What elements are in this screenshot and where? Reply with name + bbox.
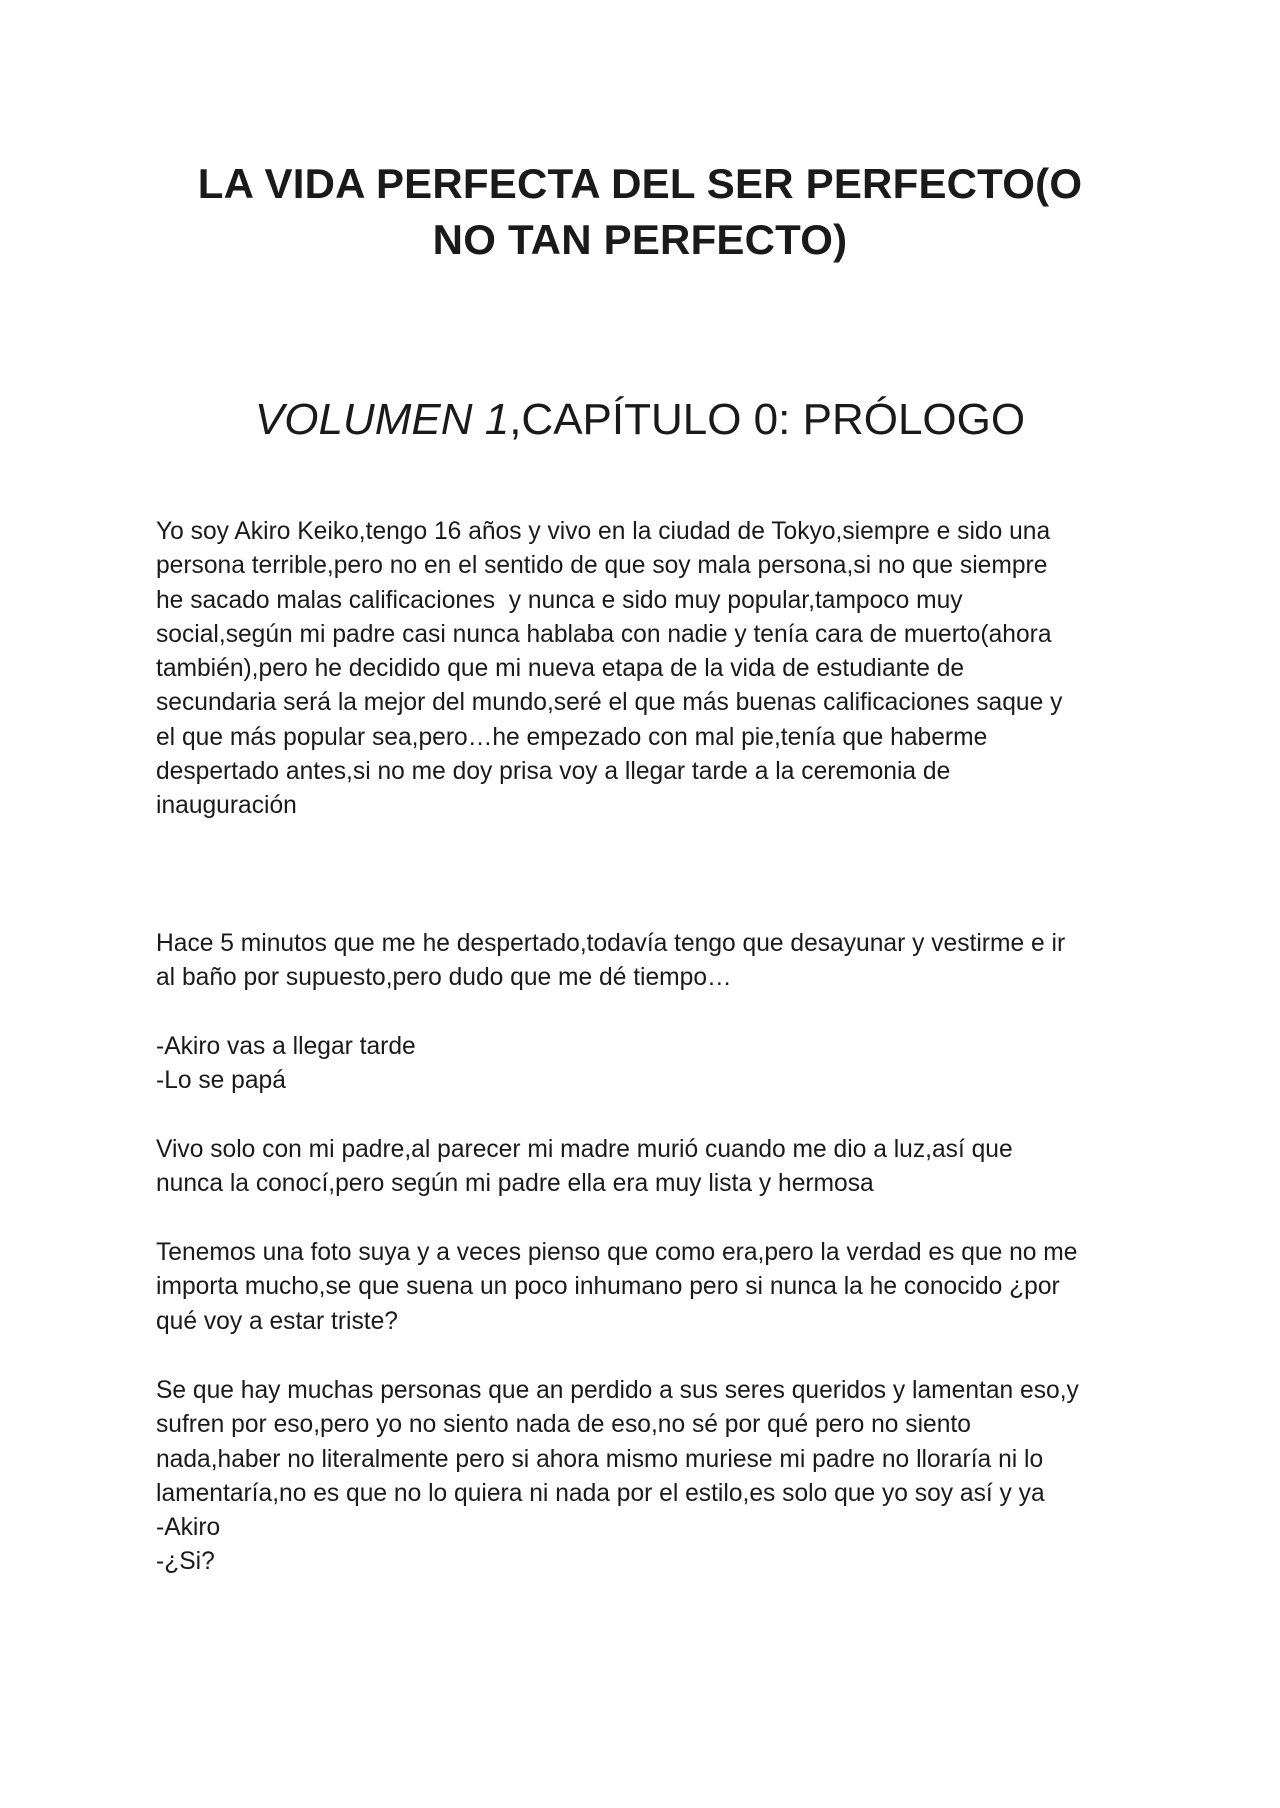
text-line: nada,haber no literalmente pero si ahora mismo muriese mi padre no lloraría ni lo xyxy=(156,1445,1044,1473)
text-line: qué voy a estar triste? xyxy=(156,1307,398,1335)
text-line: el que más popular sea,pero…he empezado con mal pie,tenía que haberme xyxy=(156,723,988,751)
text-line: inauguración xyxy=(156,792,297,820)
text-line: importa mucho,se que suena un poco inhumano pero si nunca la he conocido ¿por xyxy=(156,1273,1060,1301)
chapter-heading xyxy=(150,392,1130,448)
chapter-title: ,CAPÍTULO 0: PRÓLOGO xyxy=(509,395,1026,444)
text-line: despertado antes,si no me doy prisa voy a llegar tarde a la ceremonia de xyxy=(156,758,951,786)
paragraph-wakeup xyxy=(156,927,1146,996)
text-line: lamentaría,no es que no lo quiera ni nada por el estilo,es solo que yo soy así y ya xyxy=(156,1479,1045,1507)
text-line: también),pero he decidido que mi nueva etapa de la vida de estudiante de xyxy=(156,655,965,683)
text-line: Hace 5 minutos que me he despertado,todavía tengo que desayunar y vestirme e ir xyxy=(156,930,1066,957)
text-line: Tenemos una foto suya y a veces pienso que como era,pero la verdad es que no me xyxy=(156,1239,1078,1266)
paragraph-reply xyxy=(156,1545,1146,1579)
text-line: secundaria será la mejor del mundo,seré el que más buenas calificaciones saque y xyxy=(156,689,1063,717)
paragraph-feelings xyxy=(156,1374,1146,1545)
dialogue-line: -¿Si? xyxy=(156,1548,215,1575)
title-line: NO TAN PERFECTO) xyxy=(432,216,848,263)
paragraph-dialogue xyxy=(156,1030,1146,1099)
text-line: Se que hay muchas personas que an perdido a sus seres queridos y lamentan eso,y xyxy=(156,1377,1079,1404)
dialogue-line: -Akiro xyxy=(156,1514,221,1542)
text-line: nunca la conocí,pero según mi padre ella era muy lista y hermosa xyxy=(156,1170,874,1198)
chapter-volume: VOLUMEN 1 xyxy=(254,395,510,444)
text-line: al baño por supuesto,pero dudo que me dé tiempo… xyxy=(156,964,732,992)
paragraph-father xyxy=(156,1133,1146,1202)
dialogue-line: -Akiro vas a llegar tarde xyxy=(156,1033,416,1060)
text-line: Yo soy Akiro Keiko,tengo 16 años y vivo en la ciudad de Tokyo,siempre e sido una xyxy=(156,518,1051,545)
title-line: LA VIDA PERFECTA DEL SER PERFECTO(O xyxy=(197,160,1083,207)
text-line: he sacado malas calificaciones y nunca e sido muy popular,tampoco muy xyxy=(156,586,963,614)
text-line: social,según mi padre casi nunca hablaba con nadie y tenía cara de muerto(ahora xyxy=(156,620,1052,648)
text-line: sufren por eso,pero yo no siento nada de eso,no sé por qué pero no siento xyxy=(156,1411,971,1439)
paragraph-intro xyxy=(156,515,1146,824)
dialogue-line: -Lo se papá xyxy=(156,1067,286,1095)
document-title xyxy=(150,156,1130,268)
text-line: persona terrible,pero no en el sentido de que soy mala persona,si no que siempre xyxy=(156,552,1048,580)
paragraph-photo xyxy=(156,1236,1146,1339)
text-line: Vivo solo con mi padre,al parecer mi madre murió cuando me dio a luz,así que xyxy=(156,1136,1013,1163)
